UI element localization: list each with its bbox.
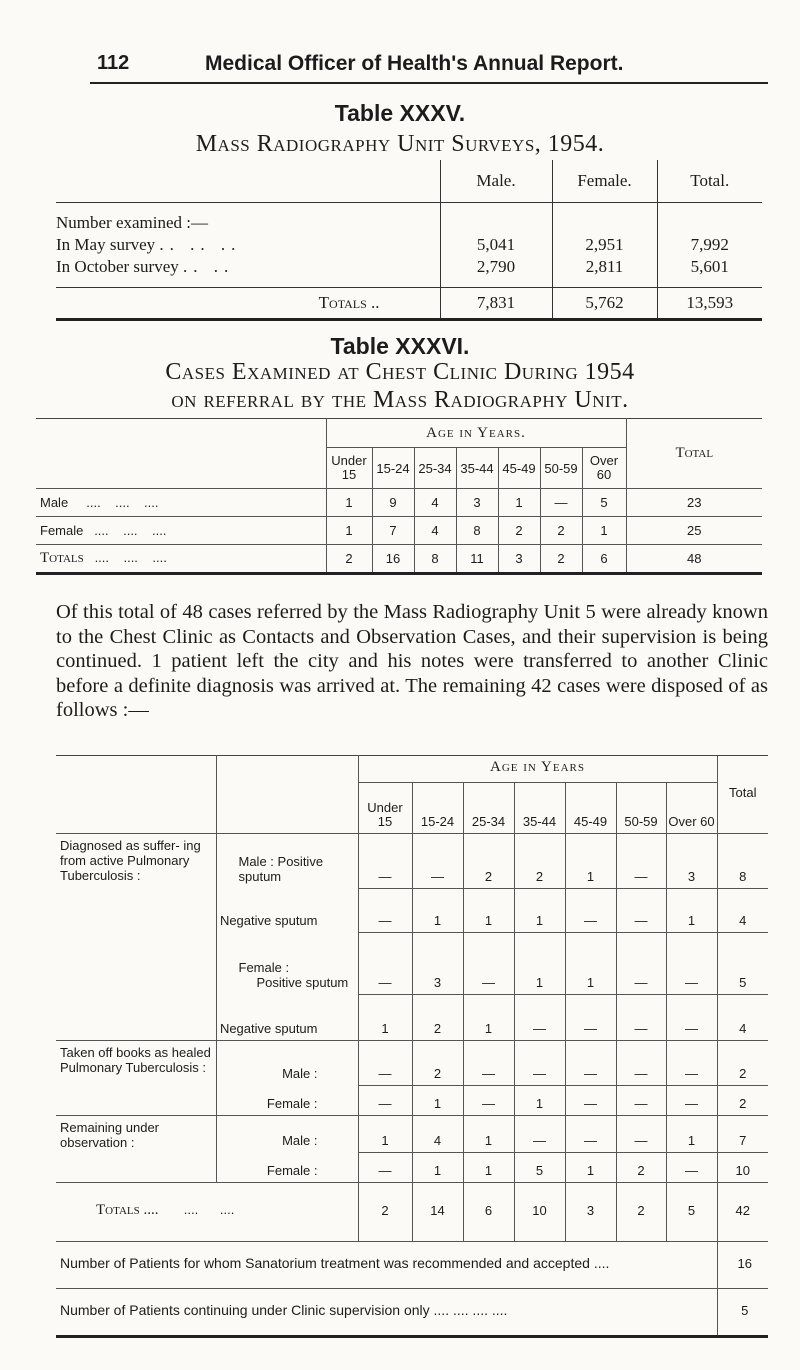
cell: 23 bbox=[626, 489, 762, 517]
col-45-49: 45-49 bbox=[565, 783, 616, 834]
cell: 9 bbox=[372, 489, 414, 517]
table36-subtitle-2: on referral by the Mass Radiography Unit. bbox=[171, 387, 629, 413]
sub-label: Female : bbox=[216, 1085, 358, 1116]
table-row: Male .... .... .... 1 9 4 3 1 — 5 23 bbox=[36, 489, 762, 517]
cell: 7,992 bbox=[657, 233, 762, 257]
cell: 1 bbox=[582, 517, 626, 545]
cell: — bbox=[358, 932, 412, 994]
cell: 1 bbox=[565, 932, 616, 994]
cell: 2 bbox=[540, 517, 582, 545]
cell: 8 bbox=[414, 545, 456, 574]
cell: 1 bbox=[463, 1116, 514, 1153]
table35-group-row bbox=[56, 203, 762, 234]
cell: 16 bbox=[372, 545, 414, 574]
totals-row: Totals .. 7,831 5,762 13,593 bbox=[56, 288, 762, 320]
table-row bbox=[56, 834, 768, 889]
footer-value: 5 bbox=[717, 1289, 768, 1337]
col-50-59: 50-59 bbox=[540, 448, 582, 489]
cell: 5,041 bbox=[440, 233, 552, 257]
cell: — bbox=[412, 834, 463, 889]
cell: 5,762 bbox=[552, 288, 657, 320]
cell: — bbox=[616, 1041, 666, 1086]
cell: 5 bbox=[514, 1152, 565, 1183]
sub-label: Negative sputum bbox=[216, 888, 358, 932]
cell: 3 bbox=[412, 932, 463, 994]
col-45-49: 45-49 bbox=[498, 448, 540, 489]
cell: 6 bbox=[463, 1183, 514, 1242]
table35-title: Table XXXV. bbox=[334, 100, 466, 126]
cell: 2 bbox=[540, 545, 582, 574]
cell: — bbox=[358, 888, 412, 932]
cell: 2,811 bbox=[552, 257, 657, 288]
cell: 7,831 bbox=[440, 288, 552, 320]
totals-label: Totals bbox=[318, 293, 367, 312]
col-over-60: Over 60 bbox=[582, 448, 626, 489]
t37-columns-row bbox=[56, 783, 768, 834]
cell: — bbox=[514, 994, 565, 1041]
cell: — bbox=[358, 1152, 412, 1183]
cell: 1 bbox=[463, 888, 514, 932]
sub-label: Female : Positive sputum bbox=[216, 932, 358, 994]
running-header bbox=[0, 52, 800, 92]
cell: 1 bbox=[498, 489, 540, 517]
group-label: Number examined :— bbox=[56, 213, 209, 232]
cell: 7 bbox=[372, 517, 414, 545]
cell: 4 bbox=[414, 489, 456, 517]
col-under-15: Under 15 bbox=[358, 783, 412, 834]
cell: — bbox=[463, 932, 514, 994]
table-row bbox=[56, 1041, 768, 1086]
age-header: Age in Years. bbox=[326, 419, 626, 448]
cell: 5,601 bbox=[657, 257, 762, 288]
col-total: Total. bbox=[657, 160, 762, 203]
table-row: In May survey .. .. .. 5,041 2,951 7,992 bbox=[56, 233, 762, 257]
cell: 2 bbox=[412, 994, 463, 1041]
cell: 13,593 bbox=[657, 288, 762, 320]
cell: 2 bbox=[358, 1183, 412, 1242]
col-50-59: 50-59 bbox=[616, 783, 666, 834]
cell: 11 bbox=[456, 545, 498, 574]
cell: — bbox=[666, 994, 717, 1041]
cell: — bbox=[565, 1116, 616, 1153]
col-15-24: 15-24 bbox=[372, 448, 414, 489]
table36-subtitle-1: Cases Examined at Chest Clinic During 1954 bbox=[165, 359, 635, 385]
cell: — bbox=[565, 994, 616, 1041]
sub-label: Male : bbox=[216, 1116, 358, 1153]
col-under-15: Under 15 bbox=[326, 448, 372, 489]
cell: 10 bbox=[717, 1152, 768, 1183]
sub-label: Male : bbox=[216, 1041, 358, 1086]
cell: 8 bbox=[456, 517, 498, 545]
cell: 1 bbox=[565, 834, 616, 889]
cell: — bbox=[514, 1116, 565, 1153]
footer-row bbox=[56, 1289, 768, 1337]
table-row: Female .... .... .... 1 7 4 8 2 2 1 25 bbox=[36, 517, 762, 545]
col-15-24: 15-24 bbox=[412, 783, 463, 834]
cell: 1 bbox=[514, 888, 565, 932]
cell: 2 bbox=[616, 1152, 666, 1183]
cell: 3 bbox=[456, 489, 498, 517]
total-header: Total bbox=[717, 756, 768, 834]
t37-age-header-row bbox=[56, 756, 768, 783]
row-label: In October survey bbox=[56, 257, 179, 276]
col-35-44: 35-44 bbox=[514, 783, 565, 834]
col-male: Male. bbox=[440, 160, 552, 203]
table36-age-header-row bbox=[36, 419, 762, 448]
sub-label: Negative sputum bbox=[216, 994, 358, 1041]
cell: — bbox=[565, 888, 616, 932]
cell: — bbox=[358, 1041, 412, 1086]
cell: — bbox=[514, 1041, 565, 1086]
totals-label: Totals .... bbox=[96, 1201, 159, 1218]
cell: 10 bbox=[514, 1183, 565, 1242]
cell: 4 bbox=[717, 994, 768, 1041]
cell: 8 bbox=[717, 834, 768, 889]
table36-title: Table XXXVI. bbox=[330, 333, 470, 359]
col-female: Female. bbox=[552, 160, 657, 203]
cell: 1 bbox=[666, 888, 717, 932]
col-35-44: 35-44 bbox=[456, 448, 498, 489]
cell: 1 bbox=[463, 994, 514, 1041]
cell: 4 bbox=[717, 888, 768, 932]
sub-label: Male : Positive sputum bbox=[216, 834, 358, 889]
cell: 3 bbox=[498, 545, 540, 574]
cell: 1 bbox=[358, 994, 412, 1041]
table-row: In October survey .. .. 2,790 2,811 5,601 bbox=[56, 257, 762, 288]
cell: — bbox=[616, 1085, 666, 1116]
cell: 1 bbox=[565, 1152, 616, 1183]
cell: — bbox=[565, 1041, 616, 1086]
group-taken-off: Taken off books as healed Pulmonary Tuberculosis : bbox=[56, 1041, 216, 1116]
cell: 1 bbox=[326, 517, 372, 545]
totals-label: Totals bbox=[40, 550, 84, 566]
cell: 1 bbox=[514, 932, 565, 994]
cell: — bbox=[616, 1116, 666, 1153]
header-rule bbox=[90, 82, 768, 84]
table35 bbox=[56, 160, 762, 321]
group-diagnosed: Diagnosed as suffer- ing from active Pulmonary Tuberculosis : bbox=[56, 834, 216, 1041]
col-25-34: 25-34 bbox=[463, 783, 514, 834]
cell: 2 bbox=[717, 1085, 768, 1116]
cell: 2 bbox=[514, 834, 565, 889]
cell: 2,790 bbox=[440, 257, 552, 288]
cell: 4 bbox=[414, 517, 456, 545]
cell: 1 bbox=[412, 1085, 463, 1116]
table35-subtitle: Mass Radiography Unit Surveys, 1954. bbox=[195, 131, 605, 157]
row-label: Male bbox=[40, 495, 69, 510]
cell: — bbox=[565, 1085, 616, 1116]
col-over-60: Over 60 bbox=[666, 783, 717, 834]
cell: 6 bbox=[582, 545, 626, 574]
cell: — bbox=[463, 1085, 514, 1116]
cell: 25 bbox=[626, 517, 762, 545]
cell: 42 bbox=[717, 1183, 768, 1242]
row-label: In May survey bbox=[56, 235, 156, 254]
cell: — bbox=[666, 1152, 717, 1183]
cell: 1 bbox=[358, 1116, 412, 1153]
cell: — bbox=[616, 994, 666, 1041]
footer-value: 16 bbox=[717, 1242, 768, 1289]
cell: — bbox=[463, 1041, 514, 1086]
total-header: Total bbox=[626, 419, 762, 489]
totals-row: Totals .... .... .... 2 14 6 10 3 2 5 42 bbox=[56, 1183, 768, 1242]
cell: — bbox=[616, 932, 666, 994]
table36 bbox=[36, 418, 762, 575]
cell: 2 bbox=[412, 1041, 463, 1086]
cell: — bbox=[616, 888, 666, 932]
cell: 1 bbox=[412, 1152, 463, 1183]
cell: 7 bbox=[717, 1116, 768, 1153]
cell: 2 bbox=[616, 1183, 666, 1242]
cell: 48 bbox=[626, 545, 762, 574]
age-header: Age in Years bbox=[358, 756, 717, 783]
cell: 1 bbox=[514, 1085, 565, 1116]
cell: 2 bbox=[498, 517, 540, 545]
cell: 4 bbox=[412, 1116, 463, 1153]
table-row bbox=[56, 1116, 768, 1153]
group-remaining: Remaining under observation : bbox=[56, 1116, 216, 1183]
cell: — bbox=[540, 489, 582, 517]
cell: 14 bbox=[412, 1183, 463, 1242]
cell: — bbox=[358, 1085, 412, 1116]
cell: 2 bbox=[326, 545, 372, 574]
footer-label: Number of Patients continuing under Clinic supervision only .... .... .... .... bbox=[56, 1289, 717, 1337]
cell: 2,951 bbox=[552, 233, 657, 257]
cell: 1 bbox=[463, 1152, 514, 1183]
cell: 5 bbox=[666, 1183, 717, 1242]
cell: 1 bbox=[326, 489, 372, 517]
cell: — bbox=[616, 834, 666, 889]
cell: — bbox=[358, 834, 412, 889]
totals-row: Totals .... .... .... 2 16 8 11 3 2 6 48 bbox=[36, 545, 762, 574]
footer-row bbox=[56, 1242, 768, 1289]
cell: 5 bbox=[582, 489, 626, 517]
cell: 1 bbox=[412, 888, 463, 932]
row-label: Female bbox=[40, 523, 84, 538]
cell: — bbox=[666, 1041, 717, 1086]
cell: — bbox=[666, 932, 717, 994]
cell: 1 bbox=[666, 1116, 717, 1153]
running-title: Medical Officer of Health's Annual Report. bbox=[205, 52, 624, 75]
disposition-table bbox=[56, 755, 768, 1338]
col-25-34: 25-34 bbox=[414, 448, 456, 489]
page-number: 112 bbox=[97, 52, 130, 74]
body-paragraph: Of this total of 48 cases referred by the Mass Radiography Unit 5 were already known to the Chest Clinic as Contacts and Observation Cases, and their supervision is being continued. 1 patient left the city and his notes were transferred to another Clinic before a definite diagnosis was arrived at. The remaining 42 cases were disposed of as follows :— bbox=[56, 601, 768, 721]
cell: — bbox=[666, 1085, 717, 1116]
table35-header-row bbox=[56, 160, 762, 203]
cell: 3 bbox=[565, 1183, 616, 1242]
cell: 5 bbox=[717, 932, 768, 994]
footer-label: Number of Patients for whom Sanatorium treatment was recommended and accepted .... bbox=[56, 1242, 717, 1289]
cell: 3 bbox=[666, 834, 717, 889]
cell: 2 bbox=[463, 834, 514, 889]
sub-label: Female : bbox=[216, 1152, 358, 1183]
cell: 2 bbox=[717, 1041, 768, 1086]
